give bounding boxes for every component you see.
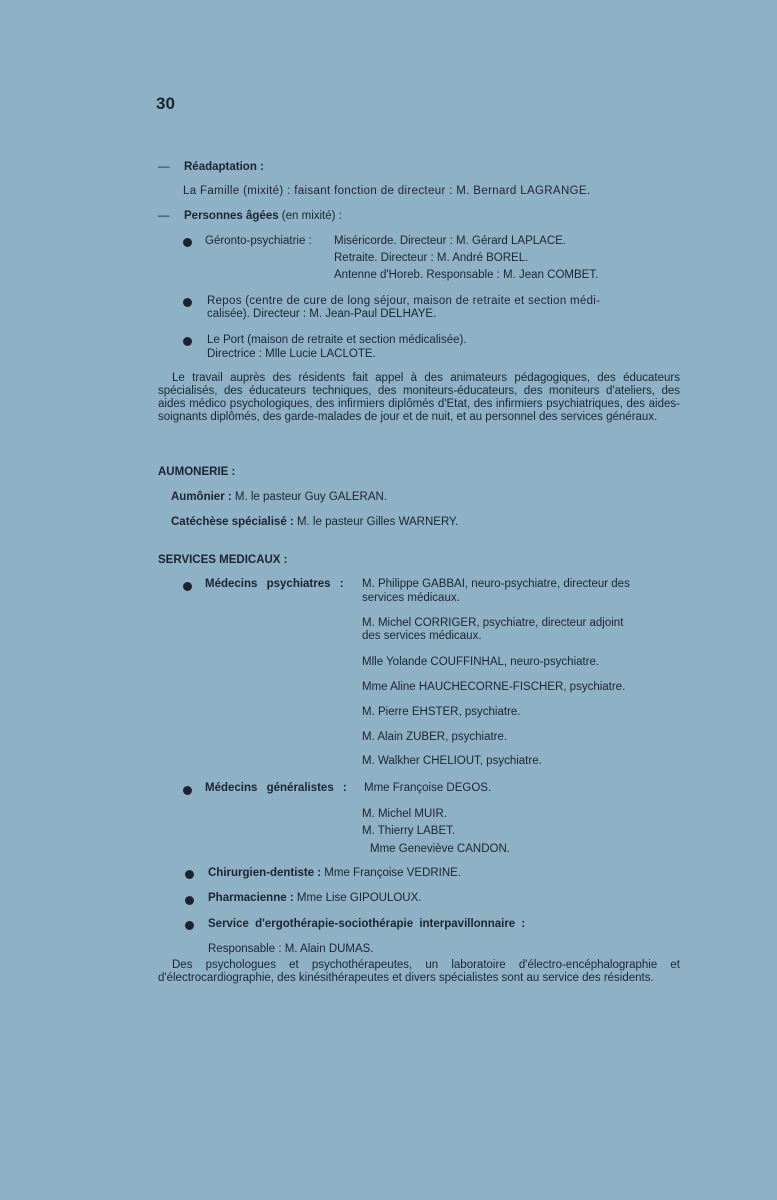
psychiatre-line: M. Walkher CHELIOUT, psychiatre. <box>362 755 542 767</box>
bullet-icon <box>183 238 192 247</box>
bullet-icon <box>183 337 192 346</box>
psychiatre-line: M. Philippe GABBAI, neuro-psychiatre, directeur des <box>362 578 630 590</box>
dash-mark: — <box>158 210 170 222</box>
dash-mark: — <box>158 161 170 173</box>
bullet-icon <box>185 896 194 905</box>
psychiatre-line: M. Michel CORRIGER, psychiatre, directeur adjoint <box>362 617 624 629</box>
bullet-icon <box>183 786 192 795</box>
pharmacienne-value: Mme Lise GIPOULOUX. <box>296 892 422 904</box>
generaliste-line: Mme Geneviève CANDON. <box>370 843 510 855</box>
geronto-line: Retraite. Directeur : M. André BOREL. <box>334 252 529 264</box>
port-line: Le Port (maison de retraite et section médicalisée). <box>207 334 467 346</box>
closing-paragraph: Des psychologues et psychothérapeutes, un laboratoire d'électro-encéphalographie et d'électrocardiographie, des kinésithérapeutes et divers spécialistes sont au service des résidents. <box>158 959 680 984</box>
generaliste-line: M. Michel MUIR. <box>362 808 447 820</box>
bullet-icon <box>183 582 192 591</box>
psychiatre-line: des services médicaux. <box>362 630 482 642</box>
aumonerie-heading: AUMONERIE : <box>158 466 236 478</box>
repos-line: calisée). Directeur : M. Jean-Paul DELHAYE. <box>207 308 437 320</box>
psychiatre-line: M. Alain ZUBER, psychiatre. <box>362 731 508 743</box>
psychiatre-line: M. Pierre EHSTER, psychiatre. <box>362 706 521 718</box>
catechese-label: Catéchèse spécialisé : <box>171 516 294 528</box>
generalistes-label: Médecins généralistes : <box>205 782 347 794</box>
personnes-agees-suffix: (en mixité) : <box>278 210 342 222</box>
aumonier-label: Aumônier : <box>171 491 232 503</box>
chirurgien-line <box>208 866 461 880</box>
psychiatres-label: Médecins psychiatres : <box>205 578 344 590</box>
bullet-icon <box>183 298 192 307</box>
ergo-responsable: Responsable : M. Alain DUMAS. <box>208 943 374 955</box>
personnes-agees-heading <box>158 209 342 223</box>
services-medicaux-heading: SERVICES MEDICAUX : <box>158 554 288 566</box>
psychiatre-line: Mme Aline HAUCHECORNE-FISCHER, psychiatre. <box>362 681 626 693</box>
geronto-label: Géronto-psychiatrie : <box>205 235 312 247</box>
psychiatre-line: services médicaux. <box>362 592 460 604</box>
pharmacienne-line <box>208 891 421 905</box>
pharmacienne-label: Pharmacienne : <box>208 892 294 904</box>
chirurgien-value: Mme Françoise VEDRINE. <box>324 867 462 879</box>
generaliste-line: M. Thierry LABET. <box>362 825 456 837</box>
readaptation-title: Réadaptation : <box>184 161 264 173</box>
aumonier-line <box>171 490 387 504</box>
staff-paragraph: Le travail auprès des résidents fait appel à des animateurs pédagogiques, des éducateurs spécialisés, des éducateurs techniques, des moniteurs-éducateurs, des moniteurs d'ateliers, des aides médico psychologiques, des infirmiers diplômés d'Etat, des infirmiers psychiatriques, des aides-soignants diplômés, des garde-malades de jour et de nuit, et au personnel des services généraux. <box>158 372 680 423</box>
geronto-line: Miséricorde. Directeur : M. Gérard LAPLACE. <box>334 235 566 247</box>
repos-line: Repos (centre de cure de long séjour, maison de retraite et section médi- <box>207 295 601 307</box>
bullet-icon <box>185 921 194 930</box>
aumonier-value: M. le pasteur Guy GALERAN. <box>234 491 388 503</box>
geronto-line: Antenne d'Horeb. Responsable : M. Jean COMBET. <box>334 269 599 281</box>
chirurgien-label: Chirurgien-dentiste : <box>208 867 322 879</box>
catechese-line <box>171 515 458 529</box>
bullet-icon <box>185 870 194 879</box>
ergo-label: Service d'ergothérapie-sociothérapie interpavillonnaire : <box>208 918 526 930</box>
page-number: 30 <box>156 94 175 113</box>
readaptation-heading <box>158 160 264 174</box>
personnes-agees-title: Personnes âgées <box>184 210 279 222</box>
catechese-value: M. le pasteur Gilles WARNERY. <box>296 516 459 528</box>
port-line: Directrice : Mlle Lucie LACLOTE. <box>207 348 376 360</box>
generaliste-line: Mme Françoise DEGOS. <box>364 782 492 794</box>
psychiatre-line: Mlle Yolande COUFFINHAL, neuro-psychiatre. <box>362 656 600 668</box>
readaptation-line: La Famille (mixité) : faisant fonction de directeur : M. Bernard LAGRANGE. <box>183 185 591 197</box>
